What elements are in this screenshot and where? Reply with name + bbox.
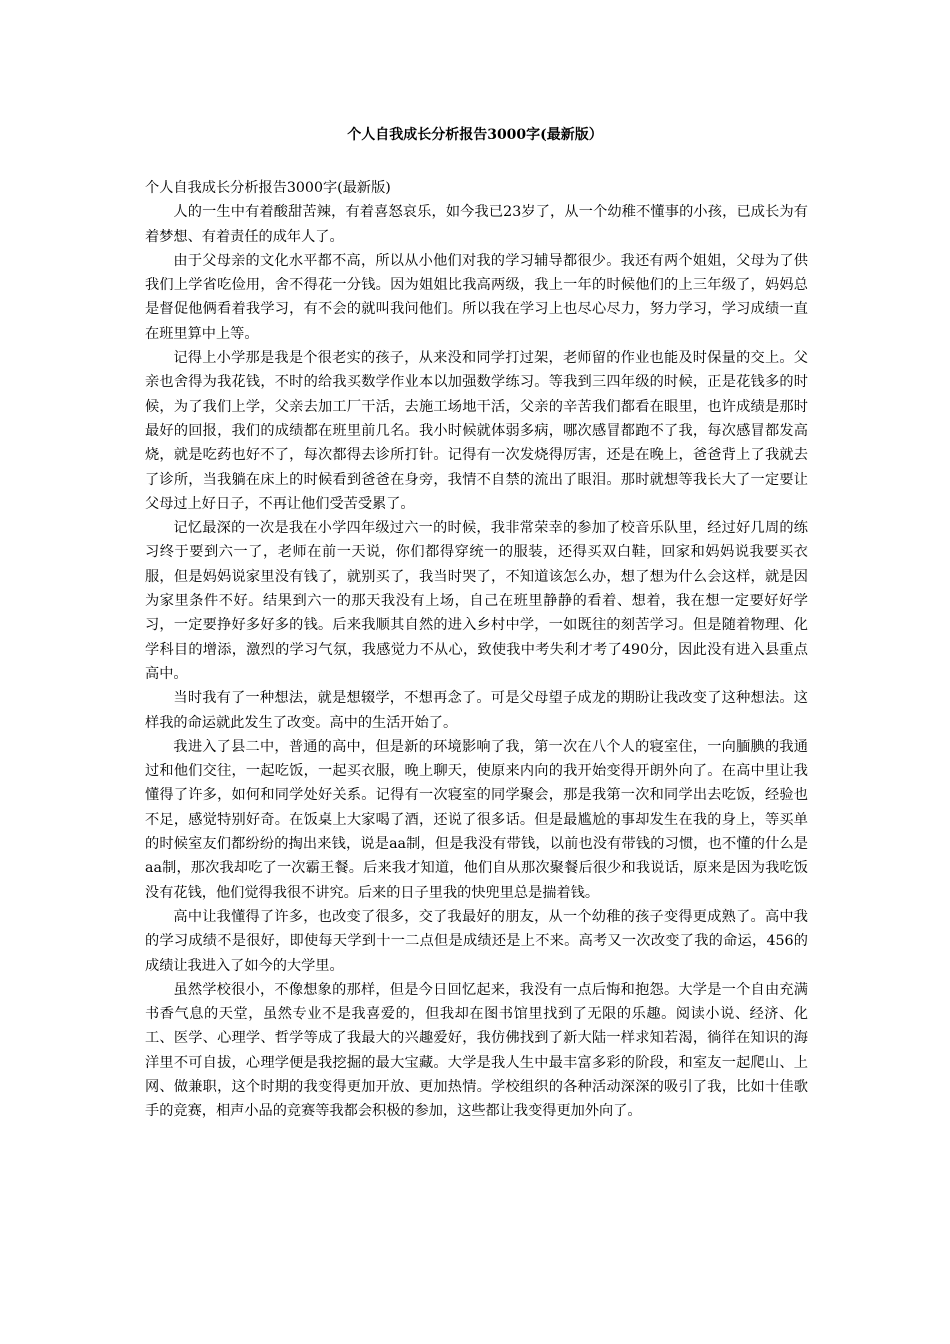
document-body bbox=[145, 176, 808, 1124]
paragraph-3: 记得上小学那是我是个很老实的孩子，从来没和同学打过架，老师留的作业也能及时保量的交上。父亲也舍得为我花钱，不时的给我买数学作业本以加强数学练习。等我到三四年级的时候，正是花钱多的时候，为了我们上学，父亲去加工厂干活，去施工场地干活，父亲的辛苦我们都看在眼里，也许成绩是那时最好的回报，我们的成绩都在班里前几名。我小时候就体弱多病，哪次感冒都跑不了我，每次感冒都发高烧，就是吃药也好不了，每次都得去诊所打针。记得有一次发烧得厉害，还是在晚上，爸爸背上了我就去了诊所，当我躺在床上的时候看到爸爸在身旁，我情不自禁的流出了眼泪。那时就想等我长大了一定要让父母过上好日子，不再让他们受苦受累了。 bbox=[145, 350, 808, 512]
document-title: 个人自我成长分析报告3000字(最新版） bbox=[347, 127, 603, 143]
document-subtitle: 个人自我成长分析报告3000字(最新版) bbox=[145, 180, 391, 196]
paragraph-8: 虽然学校很小，不像想象的那样，但是今日回忆起来，我没有一点后悔和抱怨。大学是一个自由充满书香气息的天堂，虽然专业不是我喜爱的，但我却在图书馆里找到了无限的乐趣。阅读小说、经济、化工、医学、心理学、哲学等成了我最大的兴趣爱好，我仿佛找到了新大陆一样求知若渴，徜徉在知识的海洋里不可自拔，心理学便是我挖掘的最大宝藏。大学是我人生中最丰富多彩的阶段，和室友一起爬山、上网、做兼职，这个时期的我变得更加开放、更加热情。学校组织的各种活动深深的吸引了我，比如十佳歌手的竞赛，相声小品的竞赛等我都会积极的参加，这些都让我变得更加外向了。 bbox=[145, 981, 808, 1120]
paragraph-5: 当时我有了一种想法，就是想辍学，不想再念了。可是父母望子成龙的期盼让我改变了这种想法。这样我的命运就此发生了改变。高中的生活开始了。 bbox=[145, 690, 808, 731]
paragraph-7: 高中让我懂得了许多，也改变了很多，交了我最好的朋友，从一个幼稚的孩子变得更成熟了。高中我的学习成绩不是很好，即使每天学到十一二点但是成绩还是上不来。高考又一次改变了我的命运，456的成绩让我进入了如今的大学里。 bbox=[145, 908, 808, 974]
paragraph-4: 记忆最深的一次是我在小学四年级过六一的时候，我非常荣幸的参加了校音乐队里，经过好几周的练习终于要到六一了，老师在前一天说，你们都得穿统一的服装，还得买双白鞋，回家和妈妈说我要买衣服，但是妈妈说家里没有钱了，就别买了，我当时哭了，不知道该怎么办，想了想为什么会这样，就是因为家里条件不好。结果到六一的那天我没有上场，自己在班里静静的看着、想着，我在想一定要好好学习，一定要挣好多好多的钱。后来我顺其自然的进入乡村中学，一如既往的刻苦学习。但是随着物理、化学科目的增添，激烈的学习气氛，我感觉力不从心，致使我中考失利才考了490分，因此没有进入县重点高中。 bbox=[145, 520, 808, 682]
paragraph-1: 人的一生中有着酸甜苦辣，有着喜怒哀乐，如今我已23岁了，从一个幼稚不懂事的小孩，已成长为有着梦想、有着责任的成年人了。 bbox=[145, 204, 808, 245]
paragraph-6: 我进入了县二中，普通的高中，但是新的环境影响了我，第一次在八个人的寝室住，一向腼腆的我通过和他们交往，一起吃饭，一起买衣服，晚上聊天，使原来内向的我开始变得开朗外向了。在高中里让我懂得了许多，如何和同学处好关系。记得有一次寝室的同学聚会，那是我第一次和同学出去吃饭，经验也不足，感觉特别好奇。在饭桌上大家喝了酒，还说了很多话。但是最尴尬的事却发生在我的身上，等买单的时候室友们都纷纷的掏出来钱，说是aa制，但是我没有带钱，以前也没有带钱的习惯，也不懂的什么是aa制，那次我却吃了一次霸王餐。后来我才知道，他们自从那次聚餐后很少和我说话，原来是因为我吃饭没有花钱，他们觉得我很不讲究。后来的日子里我的快兜里总是揣着钱。 bbox=[145, 738, 808, 901]
paragraph-2: 由于父母亲的文化水平都不高，所以从小他们对我的学习辅导都很少。我还有两个姐姐，父母为了供我们上学省吃俭用，舍不得花一分钱。因为姐姐比我高两级，我上一年的时候他们的上三年级了，妈妈总是督促他俩看着我学习，有不会的就叫我问他们。所以我在学习上也尽心尽力，努力学习，学习成绩一直在班里算中上等。 bbox=[145, 252, 808, 342]
